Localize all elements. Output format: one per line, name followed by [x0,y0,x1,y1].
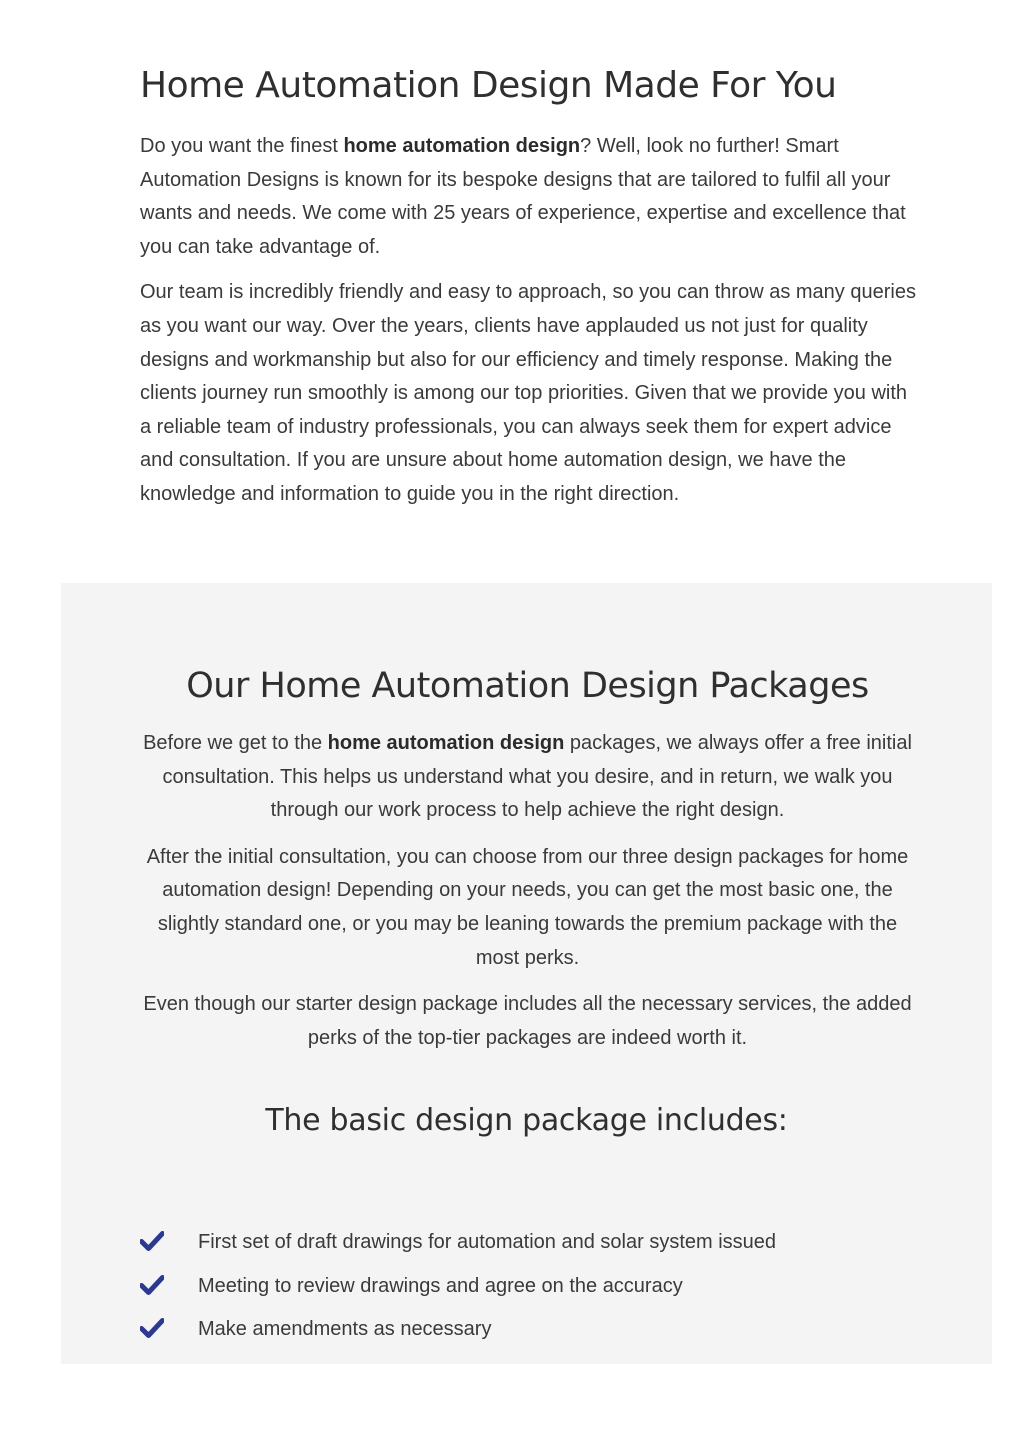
list-item-text: Meeting to review drawings and agree on the accuracy [198,1274,683,1297]
intro-section [140,62,920,524]
packages-paragraph-3: Even though our starter design package includes all the necessary services, the added perks of the top-tier packages are indeed worth it. [143,993,912,1049]
intro-p1-text-end: ? Well, look no further! Smart Automation Designs is known for its bespoke designs that are tailored to fulfil all your wants and needs. We come with 25 years of experience, expertise and excellence that you can take advantage of. [140,135,906,258]
basic-package-title: The basic design package includes: [265,1103,788,1138]
basic-package-list [140,1225,940,1356]
packages-p1-text-end: packages, we always offer a free initial consultation. This helps us understand what you desire, and in return, we walk you through our work process to help achieve the right design. [162,732,912,822]
packages-content [140,663,915,1068]
list-item [140,1312,940,1356]
list-item [140,1225,940,1269]
packages-p1-keyword: home automation design [327,732,565,754]
packages-p1-text-start: Before we get to the [143,732,328,754]
intro-p1-text-start: Do you want the finest [140,135,344,157]
packages-paragraph-2: After the initial consultation, you can choose from our three design packages for home automation design! Depending on your needs, you can get the most basic one, the slightly standard one, or you may be leaning towards the premium package with the most perks. [146,845,909,969]
checkmark-icon [140,1317,164,1339]
intro-paragraph-2: Our team is incredibly friendly and easy to approach, so you can throw as many queries as you want our way. Over the years, clients have applauded us not just for quality designs and workmanship but also for our efficiency and timely response. Making the clients journey run smoothly is among our top priorities. Given that we provide you with a reliable team of industry professionals, you can always seek them for expert advice and consultation. If you are unsure about home automation design, we have the knowledge and information to guide you in the right direction. [140,281,916,505]
intro-paragraph-1 [140,130,920,264]
checkmark-icon [140,1230,164,1252]
checkmark-icon [140,1274,164,1296]
list-item [140,1269,940,1313]
page-title: Home Automation Design Made For You [140,65,837,106]
packages-title: Our Home Automation Design Packages [186,666,869,706]
intro-p1-keyword: home automation design [343,135,581,157]
list-item-text: Make amendments as necessary [198,1318,492,1340]
list-item-text: First set of draft drawings for automation and solar system issued [198,1231,777,1253]
packages-paragraph-1 [140,727,915,828]
packages-section [61,583,992,1364]
